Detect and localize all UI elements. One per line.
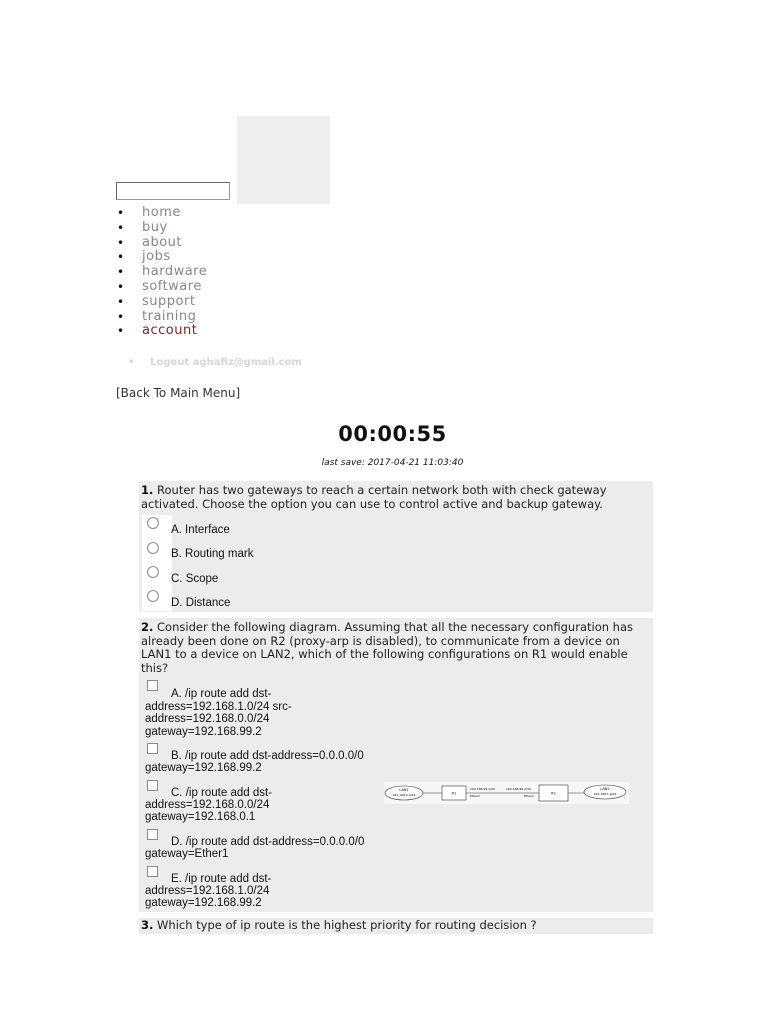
r2-label: R2 — [551, 791, 556, 796]
radio-option-d[interactable] — [147, 590, 159, 602]
link-right-iface: Ether1 — [524, 794, 534, 798]
option-label: D. /ip route add dst-address=0.0.0.0/0 — [171, 836, 365, 848]
question-2-option-e[interactable] — [142, 864, 312, 912]
logout-label: Logout aghafiz@gmail.com — [150, 357, 302, 368]
question-1-option-c[interactable] — [142, 564, 172, 588]
question-2-option-a[interactable] — [142, 678, 302, 738]
option-label: A. Interface — [171, 524, 230, 536]
checkbox-option-e[interactable] — [147, 866, 158, 877]
nav-item-account[interactable]: • account — [116, 324, 207, 339]
nav-item-training[interactable]: • training — [116, 310, 207, 325]
option-label: A. /ip route add dst- — [171, 688, 272, 700]
lan2-label: LAN2 — [600, 787, 610, 791]
r1-label: R1 — [451, 791, 457, 796]
lan1-label: LAN1 — [399, 788, 409, 792]
nav-item-buy[interactable]: • buy — [116, 221, 207, 236]
radio-option-b[interactable] — [147, 542, 159, 554]
lan2-subnet: 192.168.1.0/24 — [593, 792, 617, 796]
question-1-option-a[interactable] — [142, 515, 172, 540]
option-label: gateway=192.168.99.2 — [145, 897, 262, 909]
bullet-icon: • — [128, 357, 135, 368]
option-label: address=192.168.1.0/24 — [145, 885, 270, 897]
option-label: C. Scope — [171, 573, 219, 585]
question-3 — [139, 918, 653, 934]
option-label: gateway=Ether1 — [145, 848, 229, 860]
question-1-option-d[interactable] — [142, 588, 172, 611]
countdown-timer: 00:00:55 — [338, 422, 447, 446]
question-3-text: 3. Which type of ip route is the highest priority for routing decision ? — [141, 918, 537, 932]
nav-item-support[interactable]: • support — [116, 295, 207, 310]
network-diagram — [384, 782, 629, 804]
question-1-option-b[interactable] — [142, 540, 172, 564]
link-left-ip: 192.168.99.1/30 — [470, 787, 495, 791]
option-label: gateway=192.168.99.2 — [145, 762, 262, 774]
option-label: address=192.168.1.0/24 src- — [145, 701, 292, 713]
option-label: E. /ip route add dst- — [171, 873, 272, 885]
radio-option-c[interactable] — [147, 566, 159, 578]
main-nav — [116, 206, 207, 339]
question-2-option-b[interactable] — [142, 741, 372, 775]
question-1 — [139, 481, 653, 612]
lan1-subnet: 192.168.0.0/24 — [392, 793, 416, 797]
nav-item-jobs[interactable]: • jobs — [116, 250, 207, 265]
nav-item-hardware[interactable]: • hardware — [116, 265, 207, 280]
question-2-option-c[interactable] — [142, 778, 312, 826]
nav-item-about[interactable]: • about — [116, 236, 207, 251]
logout-link[interactable] — [128, 357, 302, 368]
back-to-main-menu-link[interactable]: [Back To Main Menu] — [116, 386, 241, 400]
link-right-ip: 192.168.99.2/30 — [506, 787, 531, 791]
checkbox-option-d[interactable] — [147, 829, 158, 840]
logo-placeholder — [237, 116, 330, 204]
option-label: C. /ip route add dst- — [171, 787, 272, 799]
option-label: address=192.168.0.0/24 — [145, 713, 270, 725]
link-left-iface: Ether1 — [470, 794, 480, 798]
last-save-status: last save: 2017-04-21 11:03:40 — [321, 458, 464, 468]
checkbox-option-b[interactable] — [147, 743, 158, 754]
question-2-text: 2. Consider the following diagram. Assuming that all the necessary configuration has already been done on R2 (proxy-arp is disabled), to communicate from a device on LAN1 to a device on LAN2, which of the following configurations on R1 would enable this? — [141, 620, 634, 675]
checkbox-option-a[interactable] — [147, 680, 158, 691]
option-label: gateway=192.168.0.1 — [145, 811, 256, 823]
checkbox-option-c[interactable] — [147, 780, 158, 791]
question-2-option-d[interactable] — [142, 827, 372, 861]
search-input[interactable] — [116, 182, 230, 200]
option-label: gateway=192.168.99.2 — [145, 726, 262, 738]
option-label: D. Distance — [171, 597, 231, 609]
nav-item-home[interactable]: • home — [116, 206, 207, 221]
option-label: address=192.168.0.0/24 — [145, 799, 270, 811]
question-1-text: 1. Router has two gateways to reach a certain network both with check gateway activated. Choose the option you can use to control active and backup gateway. — [141, 483, 607, 511]
radio-option-a[interactable] — [147, 517, 159, 529]
option-label: B. Routing mark — [171, 548, 254, 560]
nav-item-software[interactable]: • software — [116, 280, 207, 295]
option-label: B. /ip route add dst-address=0.0.0.0/0 — [171, 750, 364, 762]
